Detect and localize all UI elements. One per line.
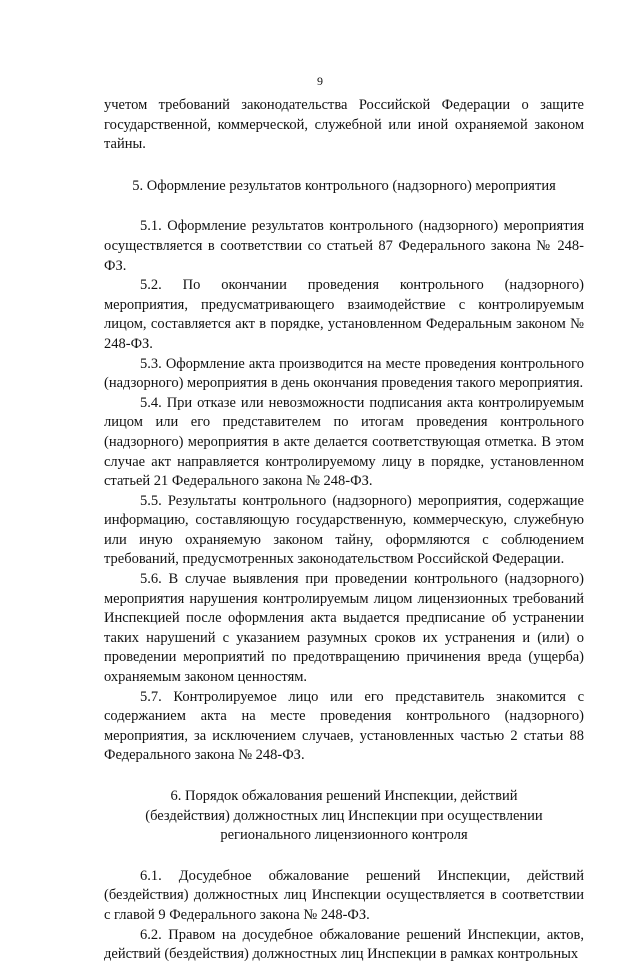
paragraph-6-2: 6.2. Правом на досудебное обжалование решений Инспекции, актов, действий (бездействия) должностных лиц Инспекции в рамках контрольных bbox=[104, 926, 584, 963]
paragraph-5-1: 5.1. Оформление результатов контрольного (надзорного) мероприятия осуществляется в соответствии со статьей 87 Федерального закона № 248-ФЗ. bbox=[104, 218, 584, 274]
paragraph-6-1: 6.1. Досудебное обжалование решений Инспекции, действий (бездействия) должностных лиц Инспекции осуществляется в соответствии с главой 9 Федерального закона № 248-ФЗ. bbox=[104, 867, 584, 923]
paragraph-5-2: 5.2. По окончании проведения контрольного (надзорного) мероприятия, предусматривающего взаимодействие с контролируемым лицом, составляется акт в порядке, установленном Федеральным законом № 248-ФЗ. bbox=[104, 277, 584, 352]
paragraph-5-3: 5.3. Оформление акта производится на месте проведения контрольного (надзорного) мероприятия в день окончания проведения такого мероприятия. bbox=[104, 355, 584, 392]
section-6-heading-line: (бездействия) должностных лиц Инспекции при осуществлении bbox=[145, 807, 543, 824]
section-6-heading-line: 6. Порядок обжалования решений Инспекции, действий bbox=[170, 788, 518, 804]
section-6-heading-line: регионального лицензионного контроля bbox=[220, 827, 468, 844]
section-6-heading bbox=[104, 787, 584, 846]
paragraph-5-5: 5.5. Результаты контрольного (надзорного) мероприятия, содержащие информацию, составляющую государственную, коммерческую, служебную или иную охраняемую законом тайну, оформляются с соблюдением требований, предусмотренных законодательством Российской Федерации. bbox=[104, 492, 584, 568]
paragraph-5-7: 5.7. Контролируемое лицо или его представитель знакомится с содержанием акта на месте проведения контрольного (надзорного) мероприятия, за исключением случаев, установленных частью 2 статьи 88 Федерального закона № 248-ФЗ. bbox=[104, 688, 584, 764]
lead-paragraph: учетом требований законодательства Российской Федерации о защите государственной, коммерческой, служебной или иной охраняемой законом тайны. bbox=[104, 97, 584, 153]
section-5-heading: 5. Оформление результатов контрольного (надзорного) мероприятия bbox=[132, 177, 556, 194]
paragraph-5-6: 5.6. В случае выявления при проведении контрольного (надзорного) мероприятия нарушения контролируемым лицом лицензионных требований Инспекцией после оформления акта выдается предписание об устранении таких нарушений с указанием разумных сроков их устранения и (или) о проведении мероприятий по предотвращению причинения вреда (ущерба) охраняемым законом ценностям. bbox=[104, 571, 584, 686]
page-number: 9 bbox=[317, 74, 323, 88]
paragraph-5-4: 5.4. При отказе или невозможности подписания акта контролируемым лицом или его представителем по итогам проведения контрольного (надзорного) мероприятия в акте делается соответствующая отметка. В этом случае акт направляется контролируемому лицу в порядке, установленном статьей 21 Федерального закона № 248-ФЗ. bbox=[104, 394, 584, 490]
document-body bbox=[104, 96, 584, 965]
